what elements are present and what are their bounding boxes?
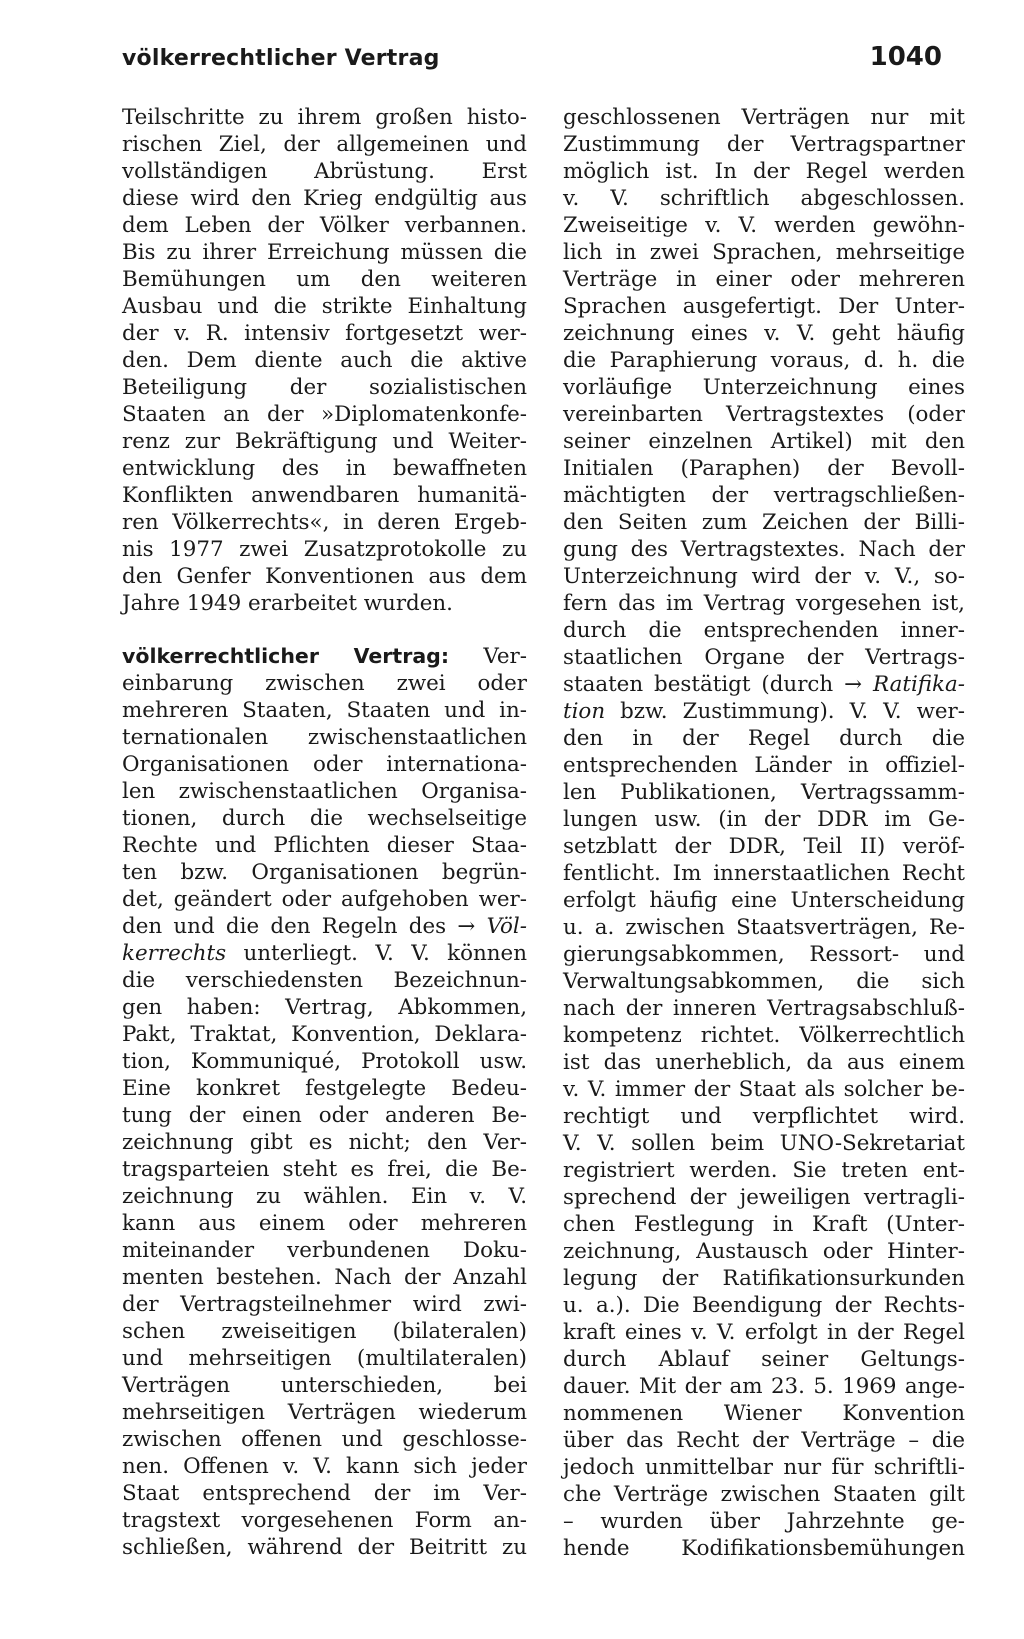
right-column xyxy=(563,104,965,1562)
text-line: len zwischenstaatlichen Organisa- xyxy=(122,779,527,804)
text-line: Verwaltungsabkommen, die sich xyxy=(563,969,965,994)
text-line: Ausbau und die strikte Einhaltung xyxy=(122,294,527,319)
text-line: rischen Ziel, der allgemeinen und xyxy=(122,132,527,157)
entry-body-part4 xyxy=(563,725,965,1562)
text-line: dauer. Mit der am 23. 5. 1969 ange- xyxy=(563,1374,965,1399)
text-line: Unterzeichnung wird der v. V., so- xyxy=(563,564,965,589)
text-line: che Verträge zwischen Staaten gilt xyxy=(563,1482,965,1507)
text-line: u. a. zwischen Staatsverträgen, Re- xyxy=(563,915,965,940)
cross-reference-link-cont[interactable]: kerrechts xyxy=(122,941,227,966)
text-line: mehrseitigen Verträgen wiederum xyxy=(122,1400,527,1425)
text-line: zwischen offenen und geschlosse- xyxy=(122,1427,527,1452)
text-line: ren Völkerrechts«, in deren Ergeb- xyxy=(122,510,527,535)
text-fragment: staaten bestätigt (durch → xyxy=(563,672,873,697)
text-line: chen Festlegung in Kraft (Unter- xyxy=(563,1212,965,1237)
text-line: hende Kodifikationsbemühungen xyxy=(563,1536,965,1561)
text-line: ist das unerheblich, da aus einem xyxy=(563,1050,965,1075)
text-line: lich in zwei Sprachen, mehrseitige xyxy=(563,240,965,265)
text-line: staatlichen Organe der Vertrags- xyxy=(563,645,965,670)
left-column xyxy=(122,104,527,1561)
text-line: Initialen (Paraphen) der Bevoll- xyxy=(563,456,965,481)
text-line: durch Ablauf seiner Geltungs- xyxy=(563,1347,965,1372)
text-line: tung der einen oder anderen Be- xyxy=(122,1103,527,1128)
text-fragment: bzw. Zustimmung). V. V. wer- xyxy=(605,699,965,724)
entry-line-with-reference xyxy=(563,671,965,698)
text-line: Zustimmung der Vertragspartner xyxy=(563,132,965,157)
entry-line-with-reference-cont xyxy=(563,698,965,725)
text-line: die Paraphierung voraus, d. h. die xyxy=(563,348,965,373)
text-line: sprechend der jeweiligen vertragli- xyxy=(563,1185,965,1210)
text-line: nach der inneren Vertragsabschluß- xyxy=(563,996,965,1021)
text-line: gierungsabkommen, Ressort- und xyxy=(563,942,965,967)
entry-body-part3 xyxy=(563,104,965,671)
text-line: seiner einzelnen Artikel) mit den xyxy=(563,429,965,454)
text-line: gung des Vertragstextes. Nach der xyxy=(563,537,965,562)
entry-headword-continuation: Ver- xyxy=(449,644,527,669)
text-line: vorläufige Unterzeichnung eines xyxy=(563,375,965,400)
text-line: zeichnung, Austausch oder Hinter- xyxy=(563,1239,965,1264)
text-line: tragstext vorgesehenen Form an- xyxy=(122,1508,527,1533)
entry-first-line xyxy=(122,643,527,670)
text-line: Staaten an der »Diplomatenkonfe- xyxy=(122,402,527,427)
paragraph-gap xyxy=(122,617,527,643)
text-line: Pakt, Traktat, Konvention, Deklara- xyxy=(122,1022,527,1047)
text-line: Zweiseitige v. V. werden gewöhn- xyxy=(563,213,965,238)
running-header-title: völkerrechtlicher Vertrag xyxy=(122,46,440,71)
text-line: nommenen Wiener Konvention xyxy=(563,1401,965,1426)
text-line: zeichnung eines v. V. geht häufig xyxy=(563,321,965,346)
text-line: miteinander verbundenen Doku- xyxy=(122,1238,527,1263)
entry-body-part2 xyxy=(122,967,527,1561)
text-fragment: unterliegt. V. V. können xyxy=(226,941,527,966)
text-line: diese wird den Krieg endgültig aus xyxy=(122,186,527,211)
text-line: schen zweiseitigen (bilateralen) xyxy=(122,1319,527,1344)
entry-body-part1 xyxy=(122,670,527,913)
text-line: durch die entsprechenden inner- xyxy=(563,618,965,643)
text-line: vereinbarten Vertragstextes (oder xyxy=(563,402,965,427)
text-line: fern das im Vertrag vorgesehen ist, xyxy=(563,591,965,616)
text-line: legung der Ratifikationsurkunden xyxy=(563,1266,965,1291)
text-line: u. a.). Die Beendigung der Rechts- xyxy=(563,1293,965,1318)
text-line: zeichnung zu wählen. Ein v. V. xyxy=(122,1184,527,1209)
text-line: entwicklung des in bewaffneten xyxy=(122,456,527,481)
text-line: Sprachen ausgefertigt. Der Unter- xyxy=(563,294,965,319)
text-line: möglich ist. In der Regel werden xyxy=(563,159,965,184)
text-line: tragsparteien steht es frei, die Be- xyxy=(122,1157,527,1182)
text-line: geschlossenen Verträgen nur mit xyxy=(563,105,965,130)
text-line: menten bestehen. Nach der Anzahl xyxy=(122,1265,527,1290)
text-line: den. Dem diente auch die aktive xyxy=(122,348,527,373)
text-line: – wurden über Jahrzehnte ge- xyxy=(563,1509,965,1534)
text-line: jedoch unmittelbar nur für schriftli- xyxy=(563,1455,965,1480)
text-line: kann aus einem oder mehreren xyxy=(122,1211,527,1236)
text-line: registriert werden. Sie treten ent- xyxy=(563,1158,965,1183)
text-line: Verträgen unterschieden, bei xyxy=(122,1373,527,1398)
text-line: und mehrseitigen (multilateralen) xyxy=(122,1346,527,1371)
text-line: Verträge in einer oder mehreren xyxy=(563,267,965,292)
text-line: Rechte und Pflichten dieser Staa- xyxy=(122,833,527,858)
text-line: renz zur Bekräftigung und Weiter- xyxy=(122,429,527,454)
text-line: ten bzw. Organisationen begrün- xyxy=(122,860,527,885)
text-line: Bis zu ihrer Erreichung müssen die xyxy=(122,240,527,265)
text-line: den Seiten zum Zeichen der Billi- xyxy=(563,510,965,535)
text-line: Eine konkret festgelegte Bedeu- xyxy=(122,1076,527,1101)
text-line: den in der Regel durch die xyxy=(563,726,965,751)
text-line: entsprechenden Länder in offiziel- xyxy=(563,753,965,778)
text-line: tionen, durch die wechselseitige xyxy=(122,806,527,831)
text-line: Organisationen oder internationa- xyxy=(122,752,527,777)
text-line: über das Recht der Verträge – die xyxy=(563,1428,965,1453)
text-line: len Publikationen, Vertragssamm- xyxy=(563,780,965,805)
cross-reference-link[interactable]: Völ- xyxy=(486,914,527,939)
text-fragment: den und die den Regeln des → xyxy=(122,914,487,939)
text-line: vollständigen Abrüstung. Erst xyxy=(122,159,527,184)
text-line: schließen, während der Beitritt zu xyxy=(122,1535,527,1560)
entry-line-with-reference xyxy=(122,913,527,940)
text-line: Teilschritte zu ihrem großen histo- xyxy=(122,105,527,130)
cross-reference-link[interactable]: Ratifika- xyxy=(873,672,965,697)
text-line: dem Leben der Völker verbannen. xyxy=(122,213,527,238)
text-line: ternationalen zwischenstaatlichen xyxy=(122,725,527,750)
entry-headword: völkerrechtlicher Vertrag: xyxy=(122,644,450,668)
text-line: lungen usw. (in der DDR im Ge- xyxy=(563,807,965,832)
text-line: einbarung zwischen zwei oder xyxy=(122,671,527,696)
text-line: die verschiedensten Bezeichnun- xyxy=(122,968,527,993)
text-line: V. V. sollen beim UNO-Sekretariat xyxy=(563,1131,965,1156)
text-line: nis 1977 zwei Zusatzprotokolle zu xyxy=(122,537,527,562)
text-line: der Vertragsteilnehmer wird zwi- xyxy=(122,1292,527,1317)
text-line: mehreren Staaten, Staaten und in- xyxy=(122,698,527,723)
text-line: Beteiligung der sozialistischen xyxy=(122,375,527,400)
text-line: erfolgt häufig eine Unterscheidung xyxy=(563,888,965,913)
entry-line-with-reference-cont xyxy=(122,940,527,967)
text-line: tion, Kommuniqué, Protokoll usw. xyxy=(122,1049,527,1074)
page-number: 1040 xyxy=(869,42,942,72)
text-line: der v. R. intensiv fortgesetzt wer- xyxy=(122,321,527,346)
text-line: Konflikten anwendbaren humanitä- xyxy=(122,483,527,508)
paragraph-continuation xyxy=(122,104,527,617)
text-line: Jahre 1949 erarbeitet wurden. xyxy=(122,591,453,616)
text-line: Bemühungen um den weiteren xyxy=(122,267,527,292)
text-line: rechtigt und verpflichtet wird. xyxy=(563,1104,965,1129)
cross-reference-link-cont[interactable]: tion xyxy=(563,699,606,724)
text-line: kompetenz richtet. Völkerrechtlich xyxy=(563,1023,965,1048)
text-line: gen haben: Vertrag, Abkommen, xyxy=(122,995,527,1020)
text-line: v. V. schriftlich abgeschlossen. xyxy=(563,186,965,211)
text-line: fentlicht. Im innerstaatlichen Recht xyxy=(563,861,965,886)
text-line: mächtigten der vertragschließen- xyxy=(563,483,965,508)
text-line: kraft eines v. V. erfolgt in der Regel xyxy=(563,1320,965,1345)
text-line: nen. Offenen v. V. kann sich jeder xyxy=(122,1454,527,1479)
text-line: v. V. immer der Staat als solcher be- xyxy=(563,1077,965,1102)
text-line: Staat entsprechend der im Ver- xyxy=(122,1481,527,1506)
text-line: zeichnung gibt es nicht; den Ver- xyxy=(122,1130,527,1155)
text-line: det, geändert oder aufgehoben wer- xyxy=(122,887,527,912)
text-line: den Genfer Konventionen aus dem xyxy=(122,564,527,589)
text-line: setzblatt der DDR, Teil II) veröf- xyxy=(563,834,965,859)
